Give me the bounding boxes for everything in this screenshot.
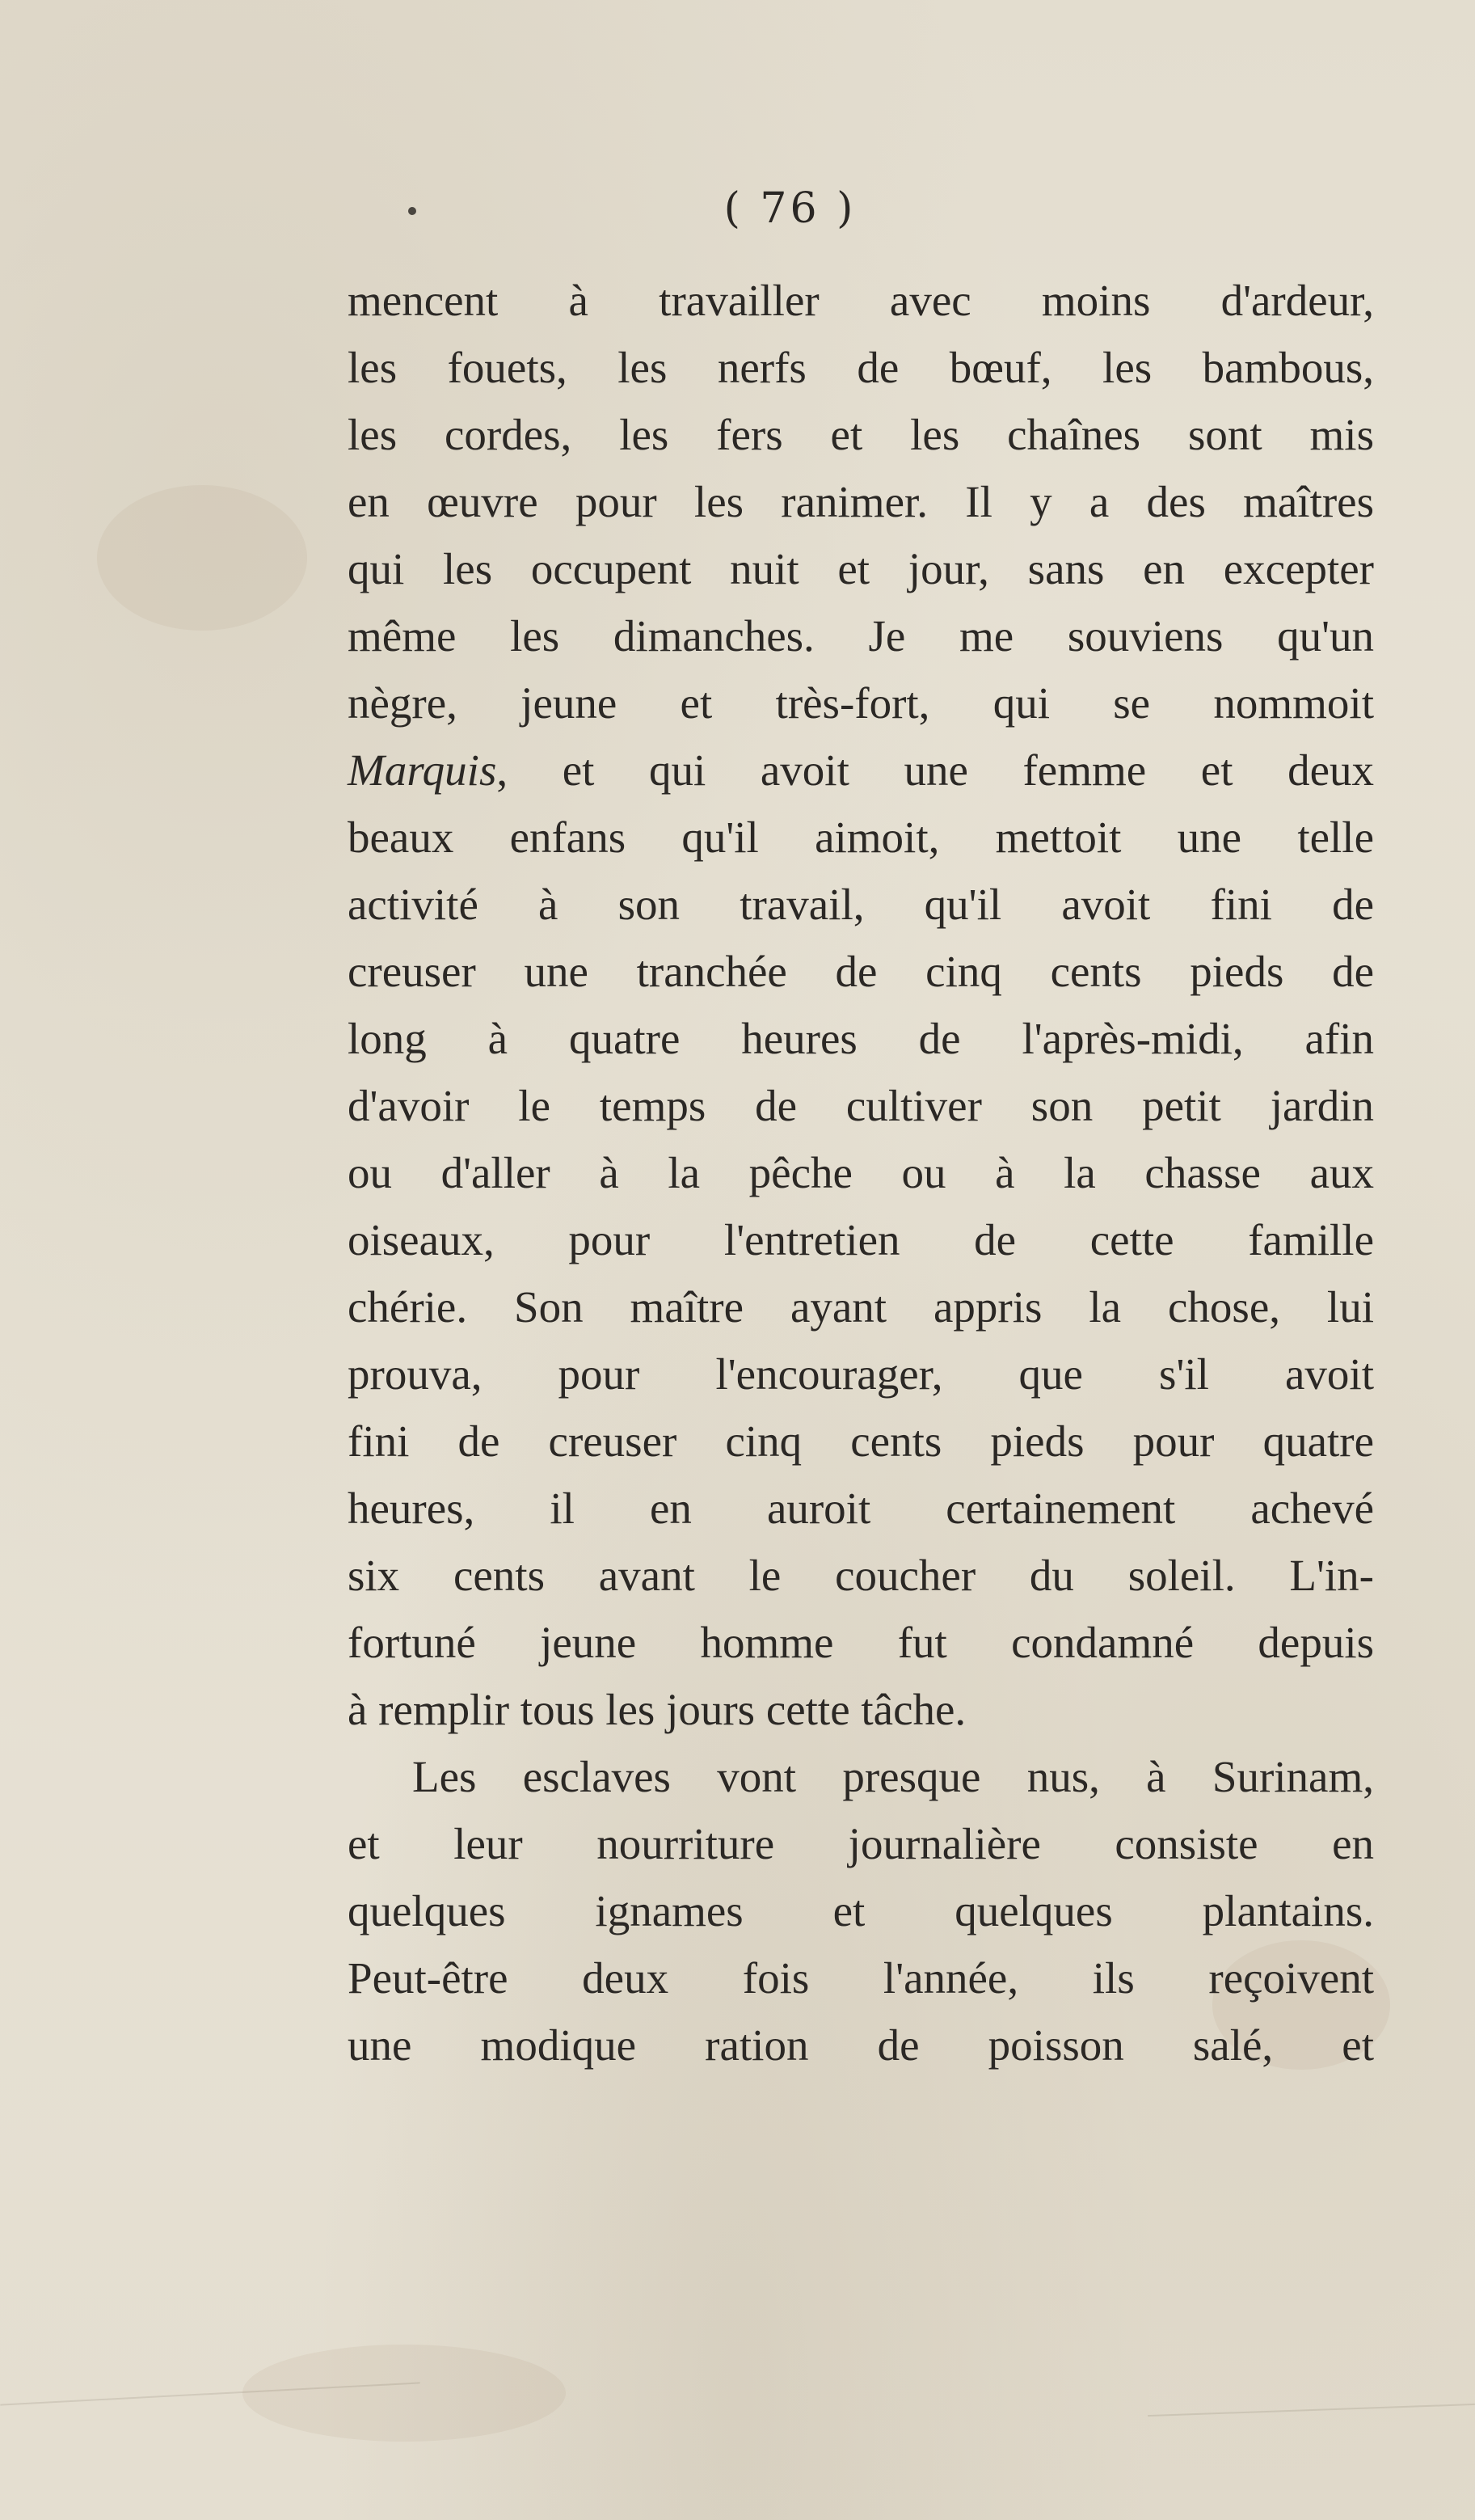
- text-line: oiseaux, pour l'entretien de cette famille: [348, 1215, 1374, 1264]
- text-line: ou d'aller à la pêche ou à la chasse aux: [348, 1148, 1374, 1197]
- paper-stain: [97, 485, 307, 631]
- paper-stain: [242, 2345, 566, 2442]
- ink-dot: [408, 207, 416, 215]
- page-header: [0, 184, 1475, 233]
- paper-crease: [1148, 2404, 1475, 2417]
- text-line: prouva, pour l'encourager, que s'il avoit: [348, 1349, 1374, 1399]
- text-line: les cordes, les fers et les chaînes sont mis: [348, 410, 1374, 459]
- text-line: quelques ignames et quelques plantains.: [348, 1886, 1374, 1935]
- text-line: Marquis, et qui avoit une femme et deux: [348, 745, 1374, 795]
- text-line: Peut-être deux fois l'année, ils reçoivent: [348, 1953, 1374, 2003]
- text-line: même les dimanches. Je me souviens qu'un: [348, 611, 1374, 661]
- text-line: beaux enfans qu'il aimoit, mettoit une telle: [348, 813, 1374, 862]
- paragraph-start-line: Les esclaves vont presque nus, à Surinam,: [412, 1752, 1374, 1801]
- text-line: creuser une tranchée de cinq cents pieds de: [348, 947, 1374, 996]
- text-line: activité à son travail, qu'il avoit fini de: [348, 880, 1374, 929]
- text-line: long à quatre heures de l'après-midi, afin: [348, 1014, 1374, 1063]
- text-line: d'avoir le temps de cultiver son petit jardin: [348, 1081, 1374, 1130]
- text-line: et leur nourriture journalière consiste en: [348, 1819, 1374, 1868]
- text-line: en œuvre pour les ranimer. Il y a des maîtres: [348, 477, 1374, 526]
- text-line: fortuné jeune homme fut condamné depuis: [348, 1618, 1374, 1667]
- page-number: ( 76 ): [723, 184, 857, 233]
- text-line: qui les occupent nuit et jour, sans en excepter: [348, 544, 1374, 593]
- paragraph-end-line: à remplir tous les jours cette tâche.: [348, 1685, 967, 1734]
- text-line: chérie. Son maître ayant appris la chose, lui: [348, 1282, 1374, 1332]
- text-line: nègre, jeune et très-fort, qui se nommoit: [348, 678, 1374, 728]
- text-line: les fouets, les nerfs de bœuf, les bambous,: [348, 343, 1374, 392]
- text-line: mencent à travailler avec moins d'ardeur,: [348, 276, 1374, 325]
- text-line: six cents avant le coucher du soleil. L'in-: [348, 1551, 1374, 1600]
- body-text: [348, 267, 1374, 2079]
- text-line: une modique ration de poisson salé, et: [348, 2020, 1374, 2070]
- text-line: fini de creuser cinq cents pieds pour quatre: [348, 1416, 1374, 1466]
- italic-name: Marquis: [348, 745, 497, 795]
- text-line: heures, il en auroit certainement achevé: [348, 1484, 1374, 1533]
